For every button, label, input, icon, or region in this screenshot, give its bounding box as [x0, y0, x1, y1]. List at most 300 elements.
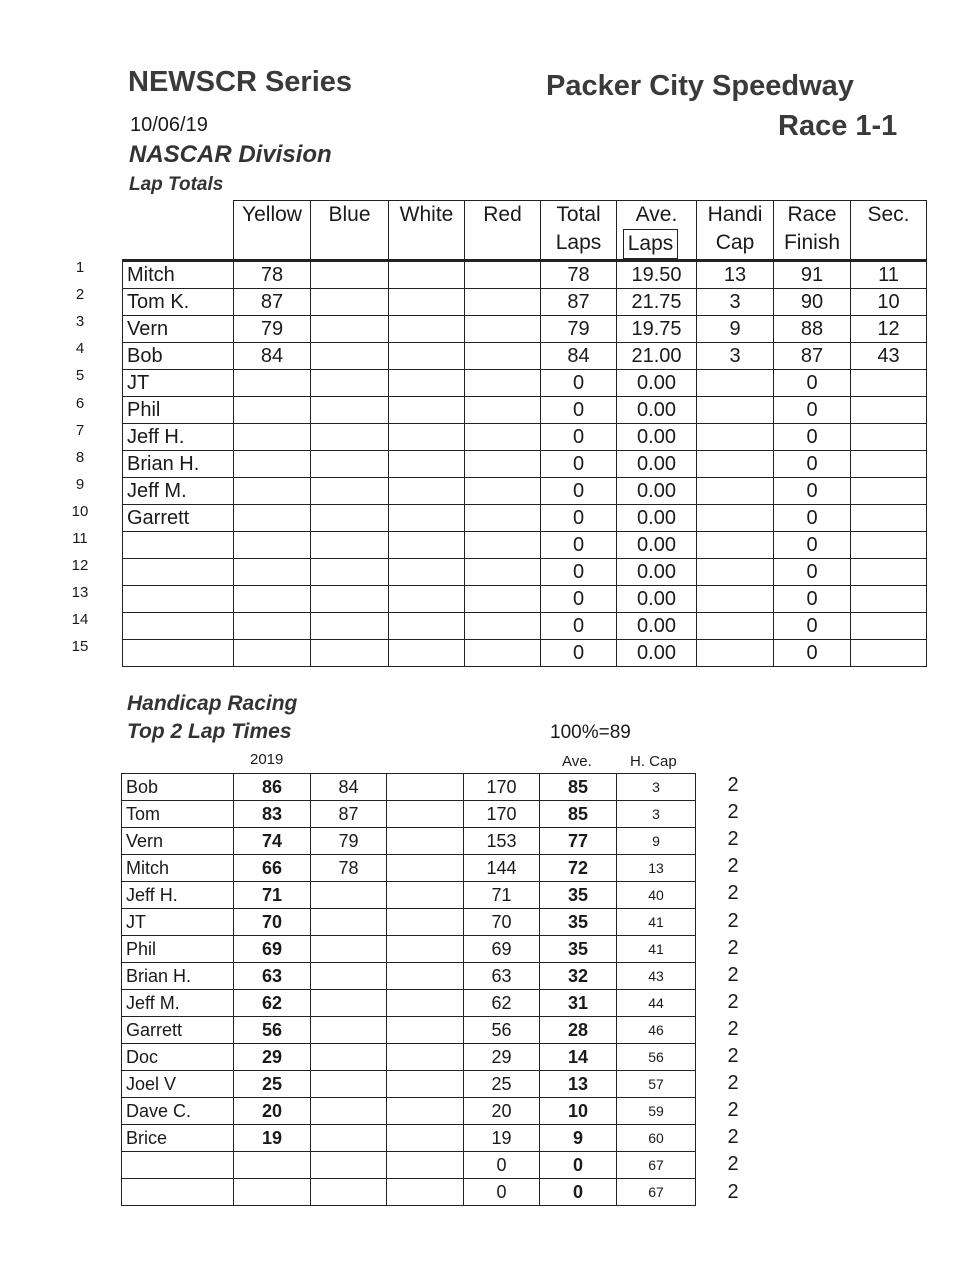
- cell-total: 87: [541, 289, 617, 316]
- cell-hcap: 9: [617, 828, 696, 855]
- cell-l1: 62: [234, 990, 311, 1017]
- cell-red: [465, 451, 541, 478]
- cell-ave: 0.00: [617, 370, 697, 397]
- cell-hcap: 67: [617, 1152, 696, 1179]
- cell-blank: [387, 1179, 464, 1206]
- col-yellow: Yellow: [234, 201, 311, 261]
- cell-blue: [311, 316, 389, 343]
- handicap-row: [122, 1152, 696, 1179]
- cell-l2: [311, 1152, 387, 1179]
- cell-total: 0: [541, 640, 617, 667]
- cell-yellow: [234, 451, 311, 478]
- cell-finish: 0: [774, 478, 851, 505]
- cell-sec: 43: [851, 343, 927, 370]
- cell-l1: 71: [234, 882, 311, 909]
- cell-blank: [387, 855, 464, 882]
- cell-red: [465, 261, 541, 289]
- cell-ave: 21.00: [617, 343, 697, 370]
- cell-name: [123, 532, 234, 559]
- cell-name: [123, 559, 234, 586]
- lap-count: 2: [727, 1180, 739, 1203]
- cell-blank: [387, 1071, 464, 1098]
- row-number: 13: [71, 584, 89, 602]
- cell-l2: [311, 936, 387, 963]
- cell-total: 0: [541, 370, 617, 397]
- lap-count: 2: [727, 1153, 739, 1176]
- cell-ave: 0.00: [617, 559, 697, 586]
- cell-white: [389, 559, 465, 586]
- cell-finish: 91: [774, 261, 851, 289]
- cell-name: Brian H.: [123, 451, 234, 478]
- cell-red: [465, 289, 541, 316]
- lap-count: 2: [727, 1126, 739, 1149]
- cell-total: 0: [541, 397, 617, 424]
- cell-blank: [387, 1044, 464, 1071]
- cell-hcap: [697, 559, 774, 586]
- cell-name: Jeff H.: [122, 882, 234, 909]
- cell-l1: 25: [234, 1071, 311, 1098]
- year-label: 2019: [250, 751, 284, 768]
- cell-total: 0: [541, 613, 617, 640]
- lap-row: [123, 532, 927, 559]
- row-number: 10: [71, 502, 89, 520]
- handicap-row: [122, 882, 696, 909]
- lap-row: [123, 505, 927, 532]
- lap-count: 2: [727, 828, 739, 851]
- cell-l1: 86: [234, 774, 311, 801]
- speedway-title: Packer City Speedway: [546, 70, 854, 102]
- cell-red: [465, 586, 541, 613]
- handicap-row: [122, 963, 696, 990]
- row-number: 5: [75, 367, 85, 385]
- race-date: 10/06/19: [130, 114, 208, 136]
- cell-name: JT: [122, 909, 234, 936]
- handicap-row: [122, 828, 696, 855]
- cell-name: Bob: [123, 343, 234, 370]
- lap-row: [123, 289, 927, 316]
- col-handicap: Handi Cap: [697, 201, 774, 261]
- cell-blue: [311, 424, 389, 451]
- cell-hcap: 59: [617, 1098, 696, 1125]
- handicap-row: [122, 909, 696, 936]
- cell-sec: [851, 424, 927, 451]
- cell-l1: [234, 1179, 311, 1206]
- cell-sec: 10: [851, 289, 927, 316]
- cell-l2: [311, 1125, 387, 1152]
- col-race-finish: Race Finish: [774, 201, 851, 261]
- cell-hcap: 3: [697, 289, 774, 316]
- cell-yellow: [234, 640, 311, 667]
- cell-red: [465, 532, 541, 559]
- lap-totals-title: Lap Totals: [129, 174, 224, 195]
- cell-ave: 35: [540, 936, 617, 963]
- cell-blue: [311, 505, 389, 532]
- cell-l2: [311, 1071, 387, 1098]
- series-title: NEWSCR Series: [128, 66, 353, 98]
- cell-hcap: 13: [697, 261, 774, 289]
- cell-name: Mitch: [123, 261, 234, 289]
- cell-sum: 62: [464, 990, 540, 1017]
- cell-blank: [387, 882, 464, 909]
- col-ave-laps: Ave. Laps: [617, 201, 697, 261]
- lap-count: 2: [727, 990, 739, 1013]
- cell-blank: [387, 963, 464, 990]
- lap-row: [123, 640, 927, 667]
- cell-red: [465, 640, 541, 667]
- lap-count: 2: [727, 774, 739, 796]
- col-blue: Blue: [311, 201, 389, 261]
- cell-finish: 0: [774, 640, 851, 667]
- row-number: 6: [75, 394, 85, 412]
- cell-l1: 74: [234, 828, 311, 855]
- cell-name: Jeff H.: [123, 424, 234, 451]
- cell-blue: [311, 613, 389, 640]
- cell-l2: 84: [311, 774, 387, 801]
- cell-yellow: 79: [234, 316, 311, 343]
- race-number: Race 1-1: [778, 110, 898, 142]
- cell-yellow: [234, 586, 311, 613]
- cell-name: Phil: [122, 936, 234, 963]
- cell-sec: [851, 478, 927, 505]
- cell-total: 0: [541, 424, 617, 451]
- cell-finish: 0: [774, 370, 851, 397]
- cell-sec: [851, 640, 927, 667]
- cell-ave: 14: [540, 1044, 617, 1071]
- lap-count: 2: [727, 1017, 739, 1040]
- cell-hcap: [697, 370, 774, 397]
- cell-blue: [311, 586, 389, 613]
- row-number: 8: [75, 448, 85, 466]
- cell-name: [123, 613, 234, 640]
- handicap-title: Handicap Racing: [127, 692, 298, 715]
- cell-white: [389, 424, 465, 451]
- row-number: 14: [71, 611, 89, 629]
- cell-white: [389, 586, 465, 613]
- cell-name: [123, 640, 234, 667]
- cell-sec: 11: [851, 261, 927, 289]
- cell-total: 78: [541, 261, 617, 289]
- row-number: 9: [75, 475, 85, 493]
- cell-ave: 19.50: [617, 261, 697, 289]
- cell-total: 79: [541, 316, 617, 343]
- cell-name: Tom: [122, 801, 234, 828]
- lap-count: 2: [727, 963, 739, 986]
- cell-hcap: [697, 397, 774, 424]
- cell-blank: [387, 801, 464, 828]
- cell-l2: [311, 963, 387, 990]
- cell-yellow: [234, 397, 311, 424]
- cell-l2: 87: [311, 801, 387, 828]
- cell-hcap: 43: [617, 963, 696, 990]
- cell-blank: [387, 1125, 464, 1152]
- cell-finish: 88: [774, 316, 851, 343]
- cell-l2: [311, 1017, 387, 1044]
- cell-total: 0: [541, 451, 617, 478]
- cell-blue: [311, 397, 389, 424]
- lap-row: [123, 559, 927, 586]
- cell-blank: [387, 1152, 464, 1179]
- cell-l2: 79: [311, 828, 387, 855]
- lap-row: [123, 343, 927, 370]
- cell-ave: 35: [540, 882, 617, 909]
- cell-l1: 83: [234, 801, 311, 828]
- handicap-row: [122, 1125, 696, 1152]
- cell-hcap: 9: [697, 316, 774, 343]
- cell-blue: [311, 370, 389, 397]
- handicap-row: [122, 1071, 696, 1098]
- division-title: NASCAR Division: [129, 141, 332, 168]
- cell-name: Brice: [122, 1125, 234, 1152]
- cell-ave: 0.00: [617, 505, 697, 532]
- cell-red: [465, 478, 541, 505]
- row-number: 12: [71, 557, 89, 575]
- cell-red: [465, 316, 541, 343]
- cell-hcap: 60: [617, 1125, 696, 1152]
- lap-count: 2: [727, 855, 739, 878]
- cell-name: Vern: [123, 316, 234, 343]
- handicap-row: [122, 936, 696, 963]
- cell-finish: 0: [774, 397, 851, 424]
- row-number: 15: [71, 638, 89, 656]
- cell-yellow: [234, 613, 311, 640]
- cell-hcap: [697, 478, 774, 505]
- cell-sec: [851, 505, 927, 532]
- col-sec: Sec.: [851, 201, 927, 261]
- cell-red: [465, 505, 541, 532]
- cell-ave: 0.00: [617, 586, 697, 613]
- cell-finish: 0: [774, 505, 851, 532]
- cell-ave: 31: [540, 990, 617, 1017]
- cell-sec: 12: [851, 316, 927, 343]
- cell-blue: [311, 451, 389, 478]
- cell-hcap: 41: [617, 936, 696, 963]
- cell-white: [389, 478, 465, 505]
- lap-row: [123, 316, 927, 343]
- lap-count: 2: [727, 1045, 739, 1067]
- cell-sum: 63: [464, 963, 540, 990]
- cell-blue: [311, 343, 389, 370]
- cell-white: [389, 640, 465, 667]
- cell-total: 0: [541, 586, 617, 613]
- cell-sec: [851, 613, 927, 640]
- cell-ave: 0.00: [617, 451, 697, 478]
- cell-ave: 32: [540, 963, 617, 990]
- cell-hcap: [697, 451, 774, 478]
- cell-hcap: [697, 505, 774, 532]
- cell-total: 0: [541, 559, 617, 586]
- cell-hcap: [697, 640, 774, 667]
- cell-l1: 70: [234, 909, 311, 936]
- handicap-subtitle: Top 2 Lap Times: [127, 720, 292, 743]
- cell-l1: 66: [234, 855, 311, 882]
- cell-blue: [311, 261, 389, 289]
- cell-white: [389, 397, 465, 424]
- cell-l1: 29: [234, 1044, 311, 1071]
- lap-row: [123, 586, 927, 613]
- cell-sec: [851, 397, 927, 424]
- lap-count: 2: [727, 909, 739, 932]
- cell-white: [389, 505, 465, 532]
- cell-yellow: 78: [234, 261, 311, 289]
- handicap-row: [122, 1098, 696, 1125]
- cell-l1: [234, 1152, 311, 1179]
- cell-name: Doc: [122, 1044, 234, 1071]
- cell-hcap: 40: [617, 882, 696, 909]
- cell-yellow: [234, 370, 311, 397]
- row-number: 2: [75, 286, 85, 304]
- cell-ave: 21.75: [617, 289, 697, 316]
- lap-row: [123, 370, 927, 397]
- cell-finish: 87: [774, 343, 851, 370]
- cell-l2: [311, 1044, 387, 1071]
- cell-l1: 19: [234, 1125, 311, 1152]
- cell-total: 84: [541, 343, 617, 370]
- lap-row: [123, 478, 927, 505]
- cell-sum: 170: [464, 801, 540, 828]
- cell-ave: 13: [540, 1071, 617, 1098]
- cell-name: [122, 1152, 234, 1179]
- cell-ave: 19.75: [617, 316, 697, 343]
- cell-l1: 20: [234, 1098, 311, 1125]
- cell-name: Dave C.: [122, 1098, 234, 1125]
- cell-yellow: 84: [234, 343, 311, 370]
- cell-finish: 90: [774, 289, 851, 316]
- cell-name: Jeff M.: [123, 478, 234, 505]
- cell-white: [389, 289, 465, 316]
- cell-yellow: 87: [234, 289, 311, 316]
- cell-finish: 0: [774, 451, 851, 478]
- cell-ave: 0: [540, 1179, 617, 1206]
- cell-name: Brian H.: [122, 963, 234, 990]
- cell-hcap: [697, 586, 774, 613]
- cell-blue: [311, 640, 389, 667]
- row-number: 4: [75, 340, 85, 358]
- ave-label: Ave.: [562, 753, 592, 770]
- cell-sum: 0: [464, 1179, 540, 1206]
- cell-sum: 29: [464, 1044, 540, 1071]
- cell-sum: 20: [464, 1098, 540, 1125]
- cell-l2: [311, 1179, 387, 1206]
- cell-finish: 0: [774, 424, 851, 451]
- cell-hcap: [697, 532, 774, 559]
- cell-l2: [311, 990, 387, 1017]
- cell-yellow: [234, 478, 311, 505]
- cell-hcap: 67: [617, 1179, 696, 1206]
- cell-sec: [851, 451, 927, 478]
- cell-ave: 77: [540, 828, 617, 855]
- cell-hcap: [697, 613, 774, 640]
- cell-red: [465, 370, 541, 397]
- cell-hcap: 3: [697, 343, 774, 370]
- cell-finish: 0: [774, 532, 851, 559]
- cell-ave: 85: [540, 774, 617, 801]
- cell-ave: 10: [540, 1098, 617, 1125]
- cell-total: 0: [541, 478, 617, 505]
- cell-white: [389, 343, 465, 370]
- handicap-row: [122, 774, 696, 801]
- cell-name: [123, 586, 234, 613]
- lap-row: [123, 451, 927, 478]
- cell-blank: [387, 936, 464, 963]
- lap-row: [123, 261, 927, 289]
- cell-blue: [311, 532, 389, 559]
- hcap-label: H. Cap: [630, 753, 677, 770]
- cell-name: Vern: [122, 828, 234, 855]
- cell-l2: [311, 1098, 387, 1125]
- cell-name: JT: [123, 370, 234, 397]
- cell-total: 0: [541, 532, 617, 559]
- cell-hcap: 44: [617, 990, 696, 1017]
- cell-name: Garrett: [123, 505, 234, 532]
- cell-name: [122, 1179, 234, 1206]
- cell-ave: 0.00: [617, 478, 697, 505]
- cell-finish: 0: [774, 559, 851, 586]
- row-number: 3: [75, 313, 85, 331]
- cell-sum: 69: [464, 936, 540, 963]
- cell-hcap: 13: [617, 855, 696, 882]
- cell-yellow: [234, 424, 311, 451]
- cell-ave: 28: [540, 1017, 617, 1044]
- cell-finish: 0: [774, 613, 851, 640]
- percent-note: 100%=89: [550, 722, 631, 743]
- cell-ave: 85: [540, 801, 617, 828]
- cell-sec: [851, 586, 927, 613]
- cell-red: [465, 424, 541, 451]
- cell-sum: 70: [464, 909, 540, 936]
- cell-blank: [387, 774, 464, 801]
- cell-ave: 9: [540, 1125, 617, 1152]
- cell-finish: 0: [774, 586, 851, 613]
- handicap-row: [122, 1017, 696, 1044]
- cell-white: [389, 613, 465, 640]
- cell-white: [389, 451, 465, 478]
- cell-ave: 0.00: [617, 532, 697, 559]
- handicap-row: [122, 855, 696, 882]
- cell-total: 0: [541, 505, 617, 532]
- cell-name: Bob: [122, 774, 234, 801]
- cell-blue: [311, 478, 389, 505]
- cell-hcap: 3: [617, 774, 696, 801]
- cell-sum: 19: [464, 1125, 540, 1152]
- cell-name: Phil: [123, 397, 234, 424]
- cell-red: [465, 613, 541, 640]
- row-number: 11: [72, 530, 88, 547]
- blank-header-cell: [123, 201, 234, 261]
- cell-yellow: [234, 532, 311, 559]
- cell-l1: 56: [234, 1017, 311, 1044]
- lap-row: [123, 613, 927, 640]
- cell-name: Mitch: [122, 855, 234, 882]
- cell-l1: 69: [234, 936, 311, 963]
- cell-ave: 72: [540, 855, 617, 882]
- cell-l2: [311, 882, 387, 909]
- cell-ave: 0.00: [617, 613, 697, 640]
- cell-sum: 0: [464, 1152, 540, 1179]
- cell-name: Tom K.: [123, 289, 234, 316]
- cell-sec: [851, 559, 927, 586]
- cell-blue: [311, 289, 389, 316]
- cell-yellow: [234, 559, 311, 586]
- cell-red: [465, 559, 541, 586]
- lap-row: [123, 424, 927, 451]
- cell-sum: 144: [464, 855, 540, 882]
- cell-ave: 0.00: [617, 640, 697, 667]
- cell-hcap: 41: [617, 909, 696, 936]
- cell-white: [389, 261, 465, 289]
- cell-ave: 0: [540, 1152, 617, 1179]
- cell-yellow: [234, 505, 311, 532]
- lap-count: 2: [727, 801, 739, 824]
